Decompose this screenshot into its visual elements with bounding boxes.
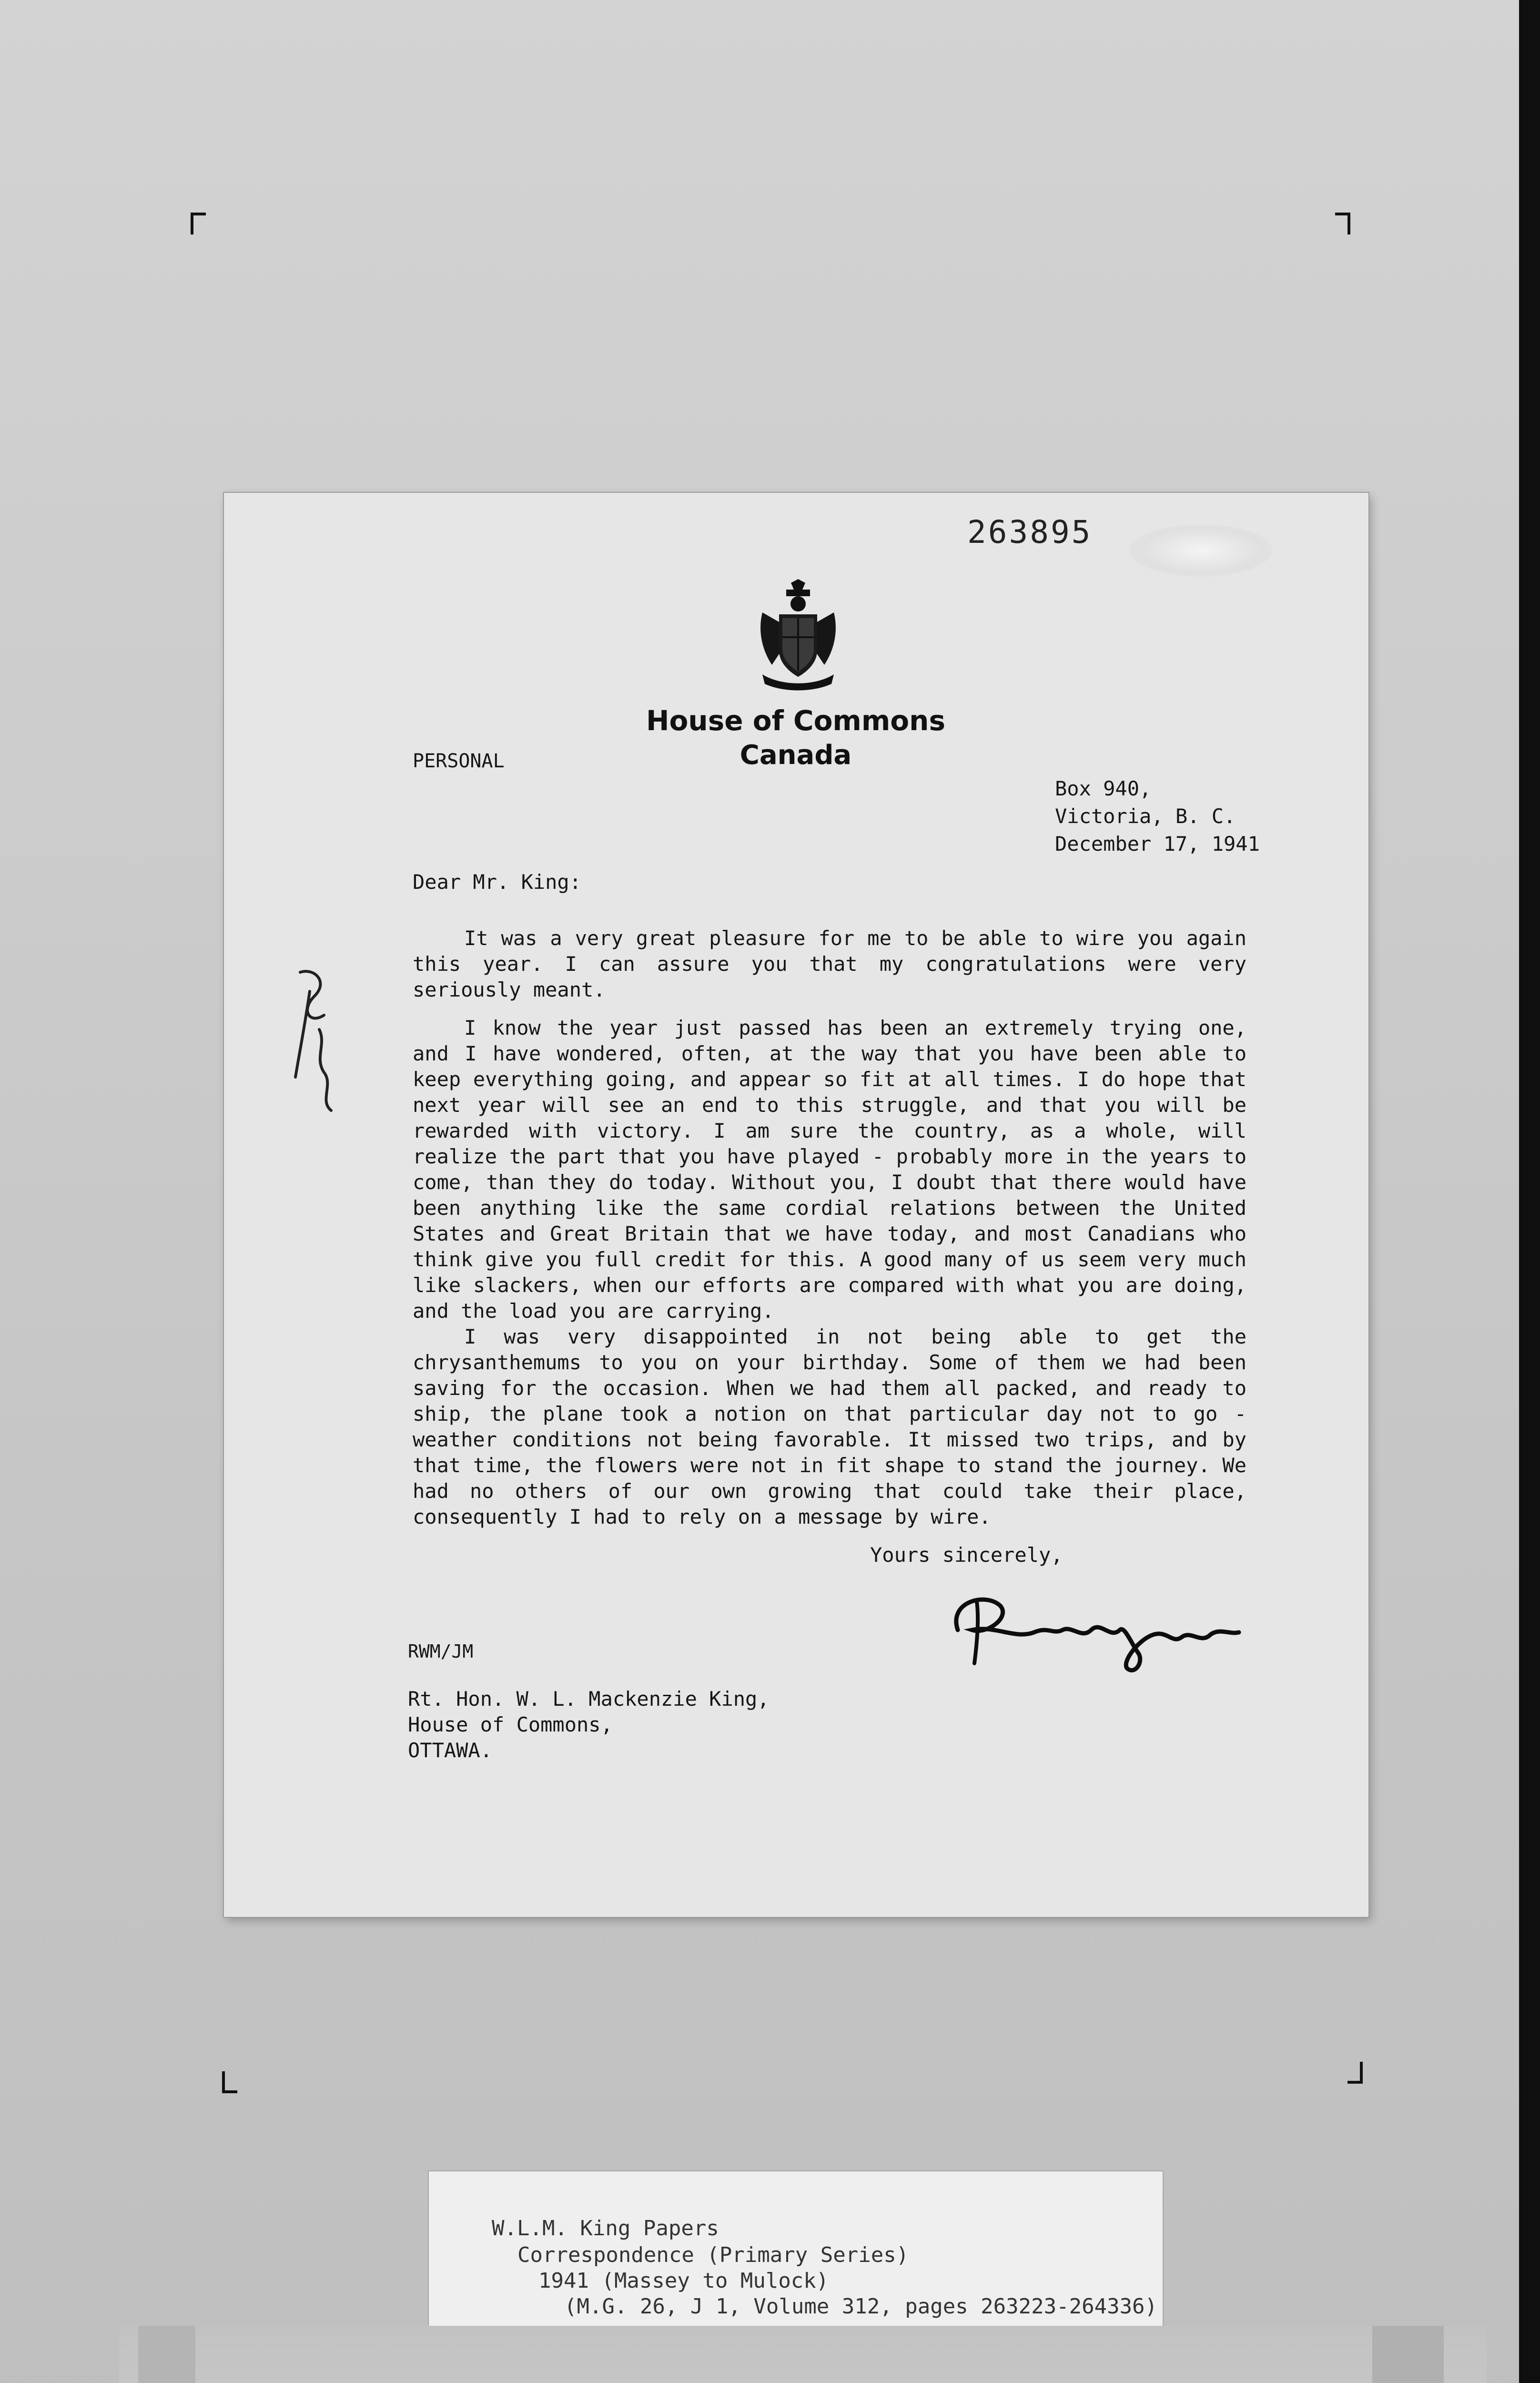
crop-mark-top-left [191,213,206,234]
paragraph-2: I know the year just passed has been an extremely trying one, and I have wondered, often, at the way that you have been able to keep everything going, and appear so fit at all times. I do hope that next year will see an end to this struggle, and that you will be rewarded with victory. I am sure the country, as a whole, will realize the part that you have played - probably more in the years to come, than they do today. Without you, I doubt that there would have been anything like the same cordial relations between the United States and Great Britain that we have today, and most Canadians who think give you full credit for this. A good many of us seem very much like slackers, when our efforts are compared with what you are doing, and the load you are carrying. [413,1016,1246,1323]
address-line-2: Victoria, B. C. [1055,805,1236,828]
archive-label-line-2: Correspondence (Primary Series) [517,2243,909,2267]
paragraph-3: I was very disappointed in not being able to get the chrysanthemums to you on your birthday. Some of them we had been saving for the occasion. When we had them all packed, and ready to ship, the plane took a notion on that particular day not to go - weather conditions not being favorable. It missed two trips, and by that time, the flowers were not in fit shape to stand the journey. We had no others of our own growing that could take their place, consequently I had to rely on a message by wire. [413,1325,1246,1528]
address-line-1: Box 940, [1055,777,1152,800]
letter-date: December 17, 1941 [1055,832,1260,855]
letterhead-subtitle: Canada [740,740,852,771]
typist-initials: RWM/JM [408,1641,474,1662]
tape-band-left [138,2326,195,2383]
letterhead-title: House of Commons [646,704,945,737]
sender-address [1055,775,1260,858]
crop-mark-bottom-right [1348,2062,1363,2084]
document-number: 263895 [967,514,1093,550]
salutation: Dear Mr. King: [413,870,582,894]
closing: Yours sincerely, [870,1543,1063,1567]
crop-mark-bottom-left [222,2071,237,2093]
tape-band-right [1372,2326,1444,2383]
stamp-smudge [1129,524,1272,577]
signature-icon [943,1573,1248,1682]
archive-label-line-3: 1941 (Massey to Mulock) [538,2269,829,2293]
archive-label-line-1: W.L.M. King Papers [492,2216,719,2240]
recipient-address [408,1686,770,1763]
recipient-line-1: Rt. Hon. W. L. Mackenzie King, [408,1687,770,1711]
archive-banner-tape [119,2326,1487,2383]
paragraph-1: It was a very great pleasure for me to be able to wire you again this year. I can assure you that my congratulations were very seriously meant. [413,927,1246,1001]
personal-marking: PERSONAL [413,750,505,772]
crop-mark-top-right [1335,213,1350,234]
recipient-line-3: OTTAWA. [408,1739,493,1762]
handwritten-file-mark-icon [281,963,353,1120]
archive-label-line-4: (M.G. 26, J 1, Volume 312, pages 263223-264336) [564,2294,1158,2319]
royal-coat-of-arms-icon [753,579,843,693]
film-edge [1519,0,1540,2383]
recipient-line-2: House of Commons, [408,1713,613,1736]
